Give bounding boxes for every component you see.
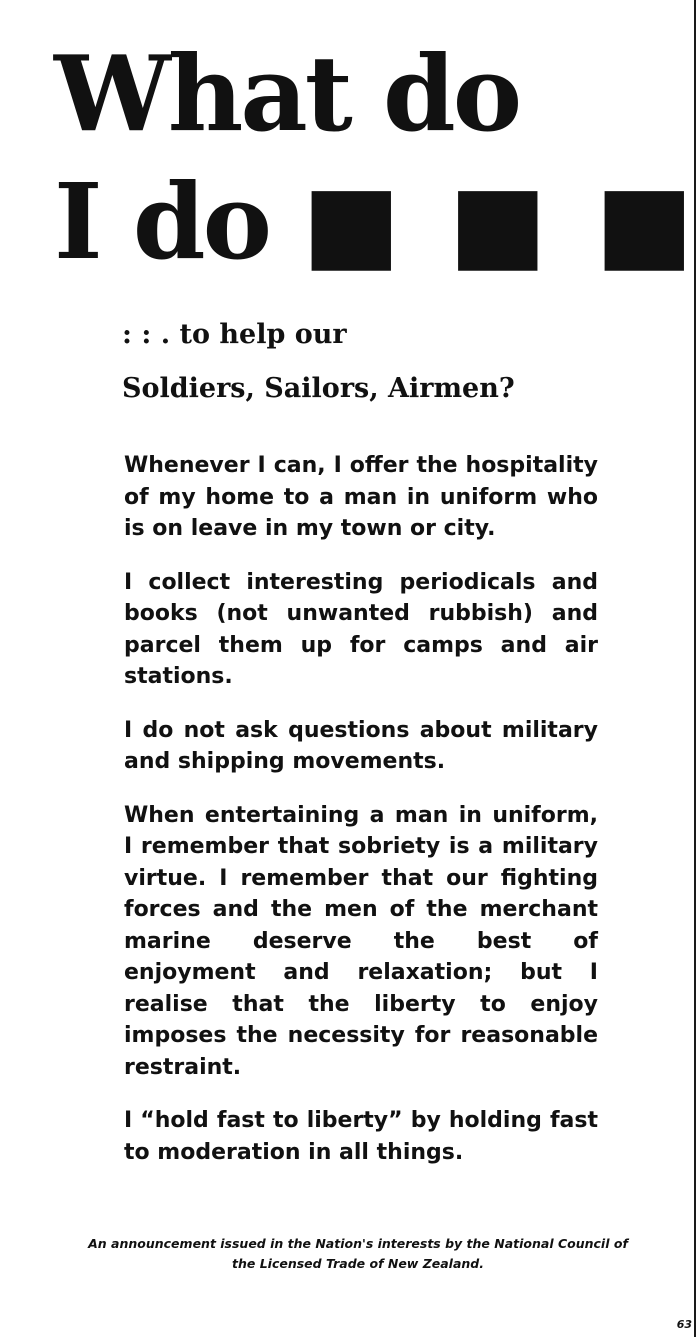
headline-line-1: What do bbox=[54, 32, 520, 155]
paragraph-periodicals: I collect interesting periodicals and books (not unwanted rubbish) and parcel them up for camps and air stations. bbox=[124, 569, 598, 689]
headline-line-2-text: I do bbox=[54, 160, 269, 283]
paragraph-no-questions: I do not ask questions about military and shipping movements. bbox=[124, 717, 598, 774]
paragraph-sobriety: When entertaining a man in uniform, I remember that sobriety is a military virtue. I remember that our fighting forces and the men of the merchant marine deserve the best of enjoyment and relaxation; but I realise that the liberty to enjoy imposes the necessity for reasonable restraint. bbox=[124, 802, 598, 1080]
footer-line-2: the Licensed Trade of New Zealand. bbox=[232, 1256, 484, 1271]
headline-line-2 bbox=[54, 158, 699, 286]
body-copy bbox=[124, 450, 598, 1190]
headline-ellipsis: ■ ■ ■ bbox=[302, 160, 700, 283]
paragraph-moderation: I “hold fast to liberty” by holding fast to moderation in all things. bbox=[124, 1108, 598, 1165]
corner-mark: 63 bbox=[676, 1318, 692, 1331]
announcement-footer bbox=[40, 1234, 676, 1274]
subheading-line-1: : : . to help our bbox=[122, 319, 347, 350]
headline bbox=[54, 30, 699, 286]
paragraph-hospitality: Whenever I can, I offer the hospitality of my home to a man in uniform who is on leave in my town or city. bbox=[124, 453, 598, 541]
footer-line-1: An announcement issued in the Nation's interests by the National Council of bbox=[88, 1236, 628, 1251]
subheading-line-2: Soldiers, Sailors, Airmen? bbox=[122, 373, 515, 404]
